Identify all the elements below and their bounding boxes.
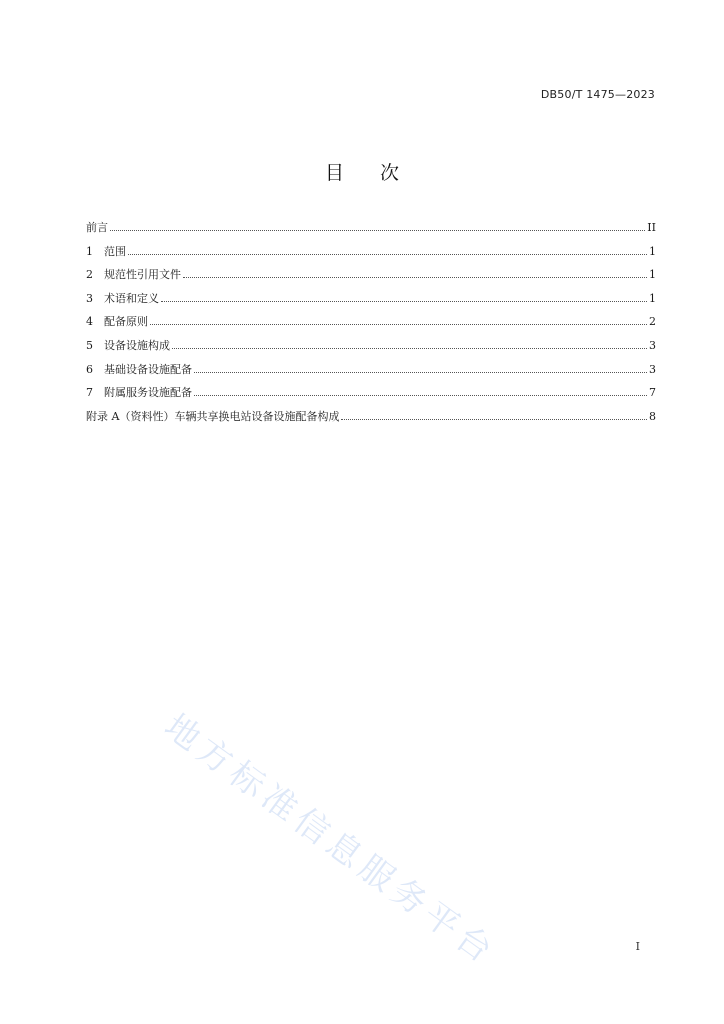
page-number: I <box>635 940 640 953</box>
toc-leader-dots <box>110 230 645 231</box>
toc-leader-dots <box>172 348 647 349</box>
watermark: 地方标准信息服务平台 <box>156 706 504 974</box>
toc-entry-page: 1 <box>649 268 656 282</box>
toc-entry-label: 配备原则 <box>104 315 148 329</box>
toc-entry-number: 2 <box>86 268 93 282</box>
toc-leader-dots <box>194 372 647 373</box>
toc-entry-page: 8 <box>649 409 656 423</box>
toc-entry-label: 附属服务设施配备 <box>104 386 192 400</box>
toc-entry-page: 7 <box>649 386 656 400</box>
toc-leader-dots <box>150 324 647 325</box>
toc-entry-normative-references[interactable] <box>86 268 656 292</box>
toc-entry-label: 范围 <box>104 244 126 258</box>
toc-entry-foreword[interactable] <box>86 221 656 245</box>
toc-entry-label: 基础设备设施配备 <box>104 362 192 376</box>
toc-entry-number: 3 <box>86 291 93 305</box>
toc-title: 目次 <box>324 162 435 184</box>
toc-leader-dots <box>183 277 647 278</box>
toc-entry-terms-definitions[interactable] <box>86 292 656 316</box>
table-of-contents <box>86 221 656 433</box>
toc-leader-dots <box>128 254 647 255</box>
toc-leader-dots <box>194 395 647 396</box>
toc-entry-number: 7 <box>86 386 93 400</box>
toc-entry-appendix-a[interactable] <box>86 410 656 434</box>
toc-entry-label: 前言 <box>86 221 108 234</box>
toc-entry-page: 2 <box>649 315 656 329</box>
toc-entry-label: 设备设施构成 <box>104 338 170 352</box>
toc-leader-dots <box>341 419 647 420</box>
toc-leader-dots <box>161 301 647 302</box>
toc-entry-composition[interactable] <box>86 339 656 363</box>
toc-entry-page: 1 <box>649 291 656 305</box>
toc-entry-basic-equipment[interactable] <box>86 363 656 387</box>
toc-entry-number: 6 <box>86 362 93 376</box>
toc-entry-label: 规范性引用文件 <box>104 268 181 282</box>
toc-entry-page: 3 <box>649 362 656 376</box>
toc-entry-page: II <box>647 221 656 234</box>
toc-entry-page: 1 <box>649 244 656 258</box>
toc-entry-number: 1 <box>86 244 93 258</box>
toc-entry-number: 5 <box>86 338 93 352</box>
toc-entry-number: 4 <box>86 315 93 329</box>
toc-entry-principles[interactable] <box>86 315 656 339</box>
toc-entry-label: 附录 A（资料性）车辆共享换电站设备设施配备构成 <box>86 409 340 423</box>
toc-entry-auxiliary-services[interactable] <box>86 386 656 410</box>
toc-entry-label: 术语和定义 <box>104 291 159 305</box>
toc-entry-scope[interactable] <box>86 245 656 269</box>
toc-entry-page: 3 <box>649 338 656 352</box>
header-standard-code: DB50/T 1475—2023 <box>540 88 655 101</box>
